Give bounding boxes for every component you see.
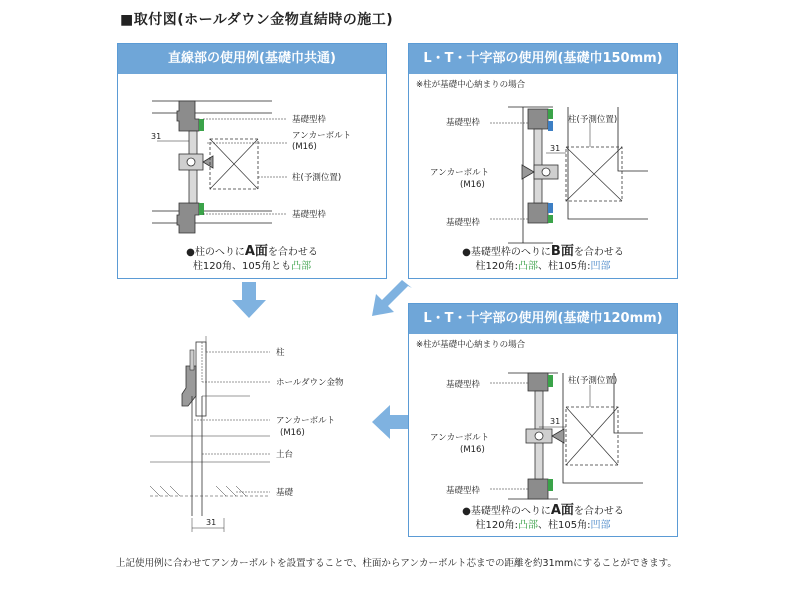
anchor-bolt bbox=[190, 350, 194, 370]
label-bolt: アンカーボルト bbox=[430, 433, 490, 443]
label-column: 柱(予測位置) bbox=[568, 376, 618, 386]
caption-ltx-150: ●基礎型枠のへりにB面を合わせる 柱120角:凸部、柱105角:凹部 bbox=[462, 244, 624, 272]
arrow-diagonal-icon bbox=[372, 280, 412, 316]
dim-label: 31 bbox=[550, 417, 561, 426]
label-form-bottom: 基礎型枠 bbox=[292, 210, 327, 220]
clip-top bbox=[528, 109, 548, 129]
caption-ltx-120: ●基礎型枠のへりにA面を合わせる 柱120角:凸部、柱105角:凹部 bbox=[462, 503, 624, 531]
label-column: 柱(予測位置) bbox=[292, 173, 342, 183]
label-bolt-size: (M16) bbox=[460, 180, 485, 190]
panel-straight-title: 直線部の使用例(基礎巾共通) bbox=[118, 44, 386, 74]
label-form-bottom: 基礎型枠 bbox=[446, 486, 481, 496]
caption-straight: ●柱のへりにA面を合わせる 柱120角、105角とも凸部 bbox=[186, 244, 318, 272]
label-foundation: 基礎 bbox=[276, 488, 294, 498]
clip-top bbox=[528, 373, 548, 391]
clip-bottom bbox=[528, 479, 548, 499]
label-column: 柱(予測位置) bbox=[568, 115, 618, 125]
label-form-top: 基礎型枠 bbox=[446, 380, 481, 390]
dim-label: 31 bbox=[550, 144, 561, 153]
panel-ltx-120-title: L・T・十字部の使用例(基礎巾120mm) bbox=[409, 304, 677, 334]
dim-label: 31 bbox=[151, 132, 162, 141]
clip-top-green bbox=[199, 119, 204, 131]
label-bolt-size: (M16) bbox=[460, 445, 485, 455]
label-bolt-size: (M16) bbox=[292, 142, 317, 152]
wing-nut bbox=[203, 156, 213, 168]
label-sill: 土台 bbox=[276, 450, 294, 460]
page-heading: ■取付図(ホールダウン金物直結時の施工) bbox=[120, 12, 394, 28]
bolt-icon bbox=[542, 168, 550, 176]
label-form-bottom: 基礎型枠 bbox=[446, 218, 481, 228]
label-bolt: アンカーボルト bbox=[430, 168, 490, 178]
label-column: 柱 bbox=[276, 348, 285, 358]
panel-ltx-150-note: ※柱が基礎中心納まりの場合 bbox=[416, 80, 526, 90]
clip-bottom bbox=[528, 203, 548, 223]
wing-nut bbox=[552, 429, 564, 443]
dim-label: 31 bbox=[206, 518, 217, 527]
diagram-ltx-150 bbox=[408, 43, 678, 279]
diagram-ltx-120 bbox=[408, 303, 678, 537]
column bbox=[196, 342, 206, 416]
clip-bottom bbox=[177, 203, 199, 233]
footer-note: 上記使用例に合わせてアンカーボルトを設置することで、柱面からアンカーボルト芯までの距離を約31mmにすることができます。 bbox=[116, 558, 677, 569]
bolt-icon bbox=[187, 158, 195, 166]
panel-ltx-150-title: L・T・十字部の使用例(基礎巾150mm) bbox=[409, 44, 677, 74]
arrow-down-icon bbox=[232, 282, 266, 318]
clip-top bbox=[177, 101, 199, 131]
label-form-top: 基礎型枠 bbox=[292, 115, 327, 125]
holddown-metal bbox=[182, 366, 196, 406]
label-form-top: 基礎型枠 bbox=[446, 118, 481, 128]
label-bolt: アンカーボルト bbox=[276, 416, 336, 426]
wing-nut bbox=[522, 165, 534, 179]
label-bolt: アンカーボルト bbox=[292, 131, 352, 141]
bolt-icon bbox=[535, 432, 543, 440]
clip-bottom-green bbox=[199, 203, 204, 215]
panel-ltx-120-note: ※柱が基礎中心納まりの場合 bbox=[416, 340, 526, 350]
arrow-left-icon bbox=[372, 405, 408, 439]
label-holddown: ホールダウン金物 bbox=[276, 378, 344, 388]
diagram-section bbox=[150, 336, 370, 536]
label-bolt-size: (M16) bbox=[280, 428, 305, 438]
